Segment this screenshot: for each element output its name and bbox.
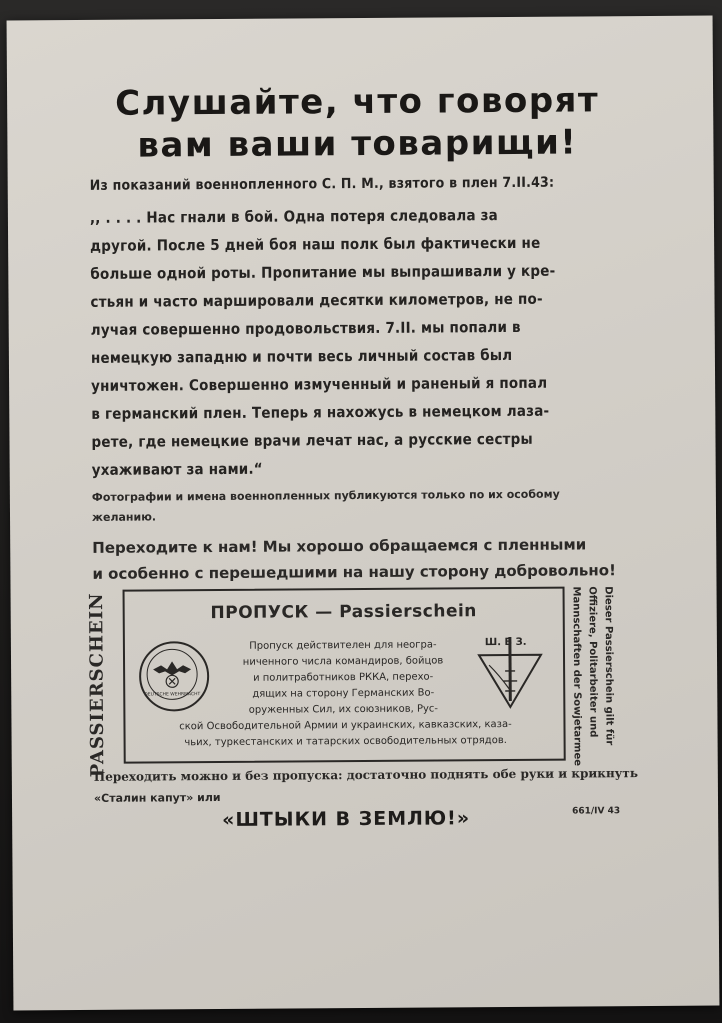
footer-line-1: Переходить можно и без пропуска: достаточно поднять обе руки и крикнуть (93, 766, 639, 784)
passierschein-side-text: PASSIERSCHEIN (86, 592, 109, 778)
testimony-line: рете, где немецкие врачи лечат нас, а русские сестры (91, 429, 533, 451)
wehrmacht-seal-icon (139, 641, 209, 711)
headline-line-1: Слушайте, что говорят (114, 80, 600, 124)
note-line: Фотографии и имена военнопленных публикуются только по их особому (91, 487, 560, 504)
pass-line: и политработников РККА, перехо- (253, 671, 434, 684)
slogan: «ШТЫКИ В ЗЕМЛЮ!» (222, 807, 471, 831)
testimony-line: уничтожен. Совершенно измученный и раненый я попал (91, 373, 548, 395)
pass-conditions-wide (135, 717, 555, 752)
seal-text: DEUTSCHE WEHRMACHT (144, 692, 201, 698)
photo-note (92, 484, 632, 528)
german-note-line: Mannschaften der Sowjetarmee (570, 586, 583, 767)
pass-line: ниченного числа командиров, бойцов (242, 655, 444, 668)
pass-title: ПРОПУСК — Passierschein (210, 601, 477, 624)
testimony-line: другой. После 5 дней боя наш полк был фактически не (90, 233, 541, 255)
headline-line-2: вам ваши товарищи! (137, 122, 578, 166)
footer-line-2: «Сталин капут» или (93, 791, 221, 805)
german-note-line: Dieser Passierschein gilt für (602, 586, 615, 746)
testimony-line: в германский плен. Теперь я нахожусь в немецком лаза- (91, 401, 550, 423)
testimony-intro: Из показаний военнопленного С. П. М., взятого в плен 7.II.43: (89, 174, 555, 194)
testimony-line: больше одной роты. Пропитание мы выпрашивали у кре- (90, 261, 556, 283)
pass-conditions (223, 637, 464, 719)
pass-line: Пропуск действителен для неогра- (249, 639, 437, 652)
pass-line: оруженных Сил, их союзников, Рус- (248, 703, 439, 716)
note-line: желанию. (91, 510, 157, 524)
emblem-label: Ш. В З. (484, 636, 527, 649)
testimony-text (90, 200, 622, 484)
appeal-line: и особенно с перешедшими на нашу сторону добровольно! (92, 561, 616, 583)
testimony-line: немецкую западню и почти весь личный состав был (90, 345, 513, 367)
pass-line: чьих, туркестанских и татарских освободительных отрядов. (184, 735, 507, 749)
german-note-line: Offiziere, Politarbeiter und (586, 586, 599, 738)
testimony-line: ухаживают за нами.“ (91, 459, 263, 479)
passierschein-german-note (570, 584, 628, 767)
passierschein-side-label (83, 592, 112, 778)
testimony-line: лучая совершенно продовольствия. 7.II. мы попали в (90, 317, 521, 339)
testimony-line: стьян и часто маршировали десятки километров, не по- (90, 289, 543, 311)
pass-box (123, 587, 566, 764)
leaflet-code: 661/IV 43 (572, 806, 621, 817)
leaflet-sheet (7, 16, 720, 1011)
testimony-line: ,, . . . . Нас гнали в бой. Одна потеря следовала за (89, 206, 499, 227)
pass-line: дящих на сторону Германских Во- (252, 687, 435, 700)
pass-line: ской Освободительной Армии и украинских, кавказских, каза- (179, 718, 512, 733)
appeal-text (92, 531, 632, 587)
appeal-line: Переходите к нам! Мы хорошо обращаемся с пленными (92, 535, 587, 557)
